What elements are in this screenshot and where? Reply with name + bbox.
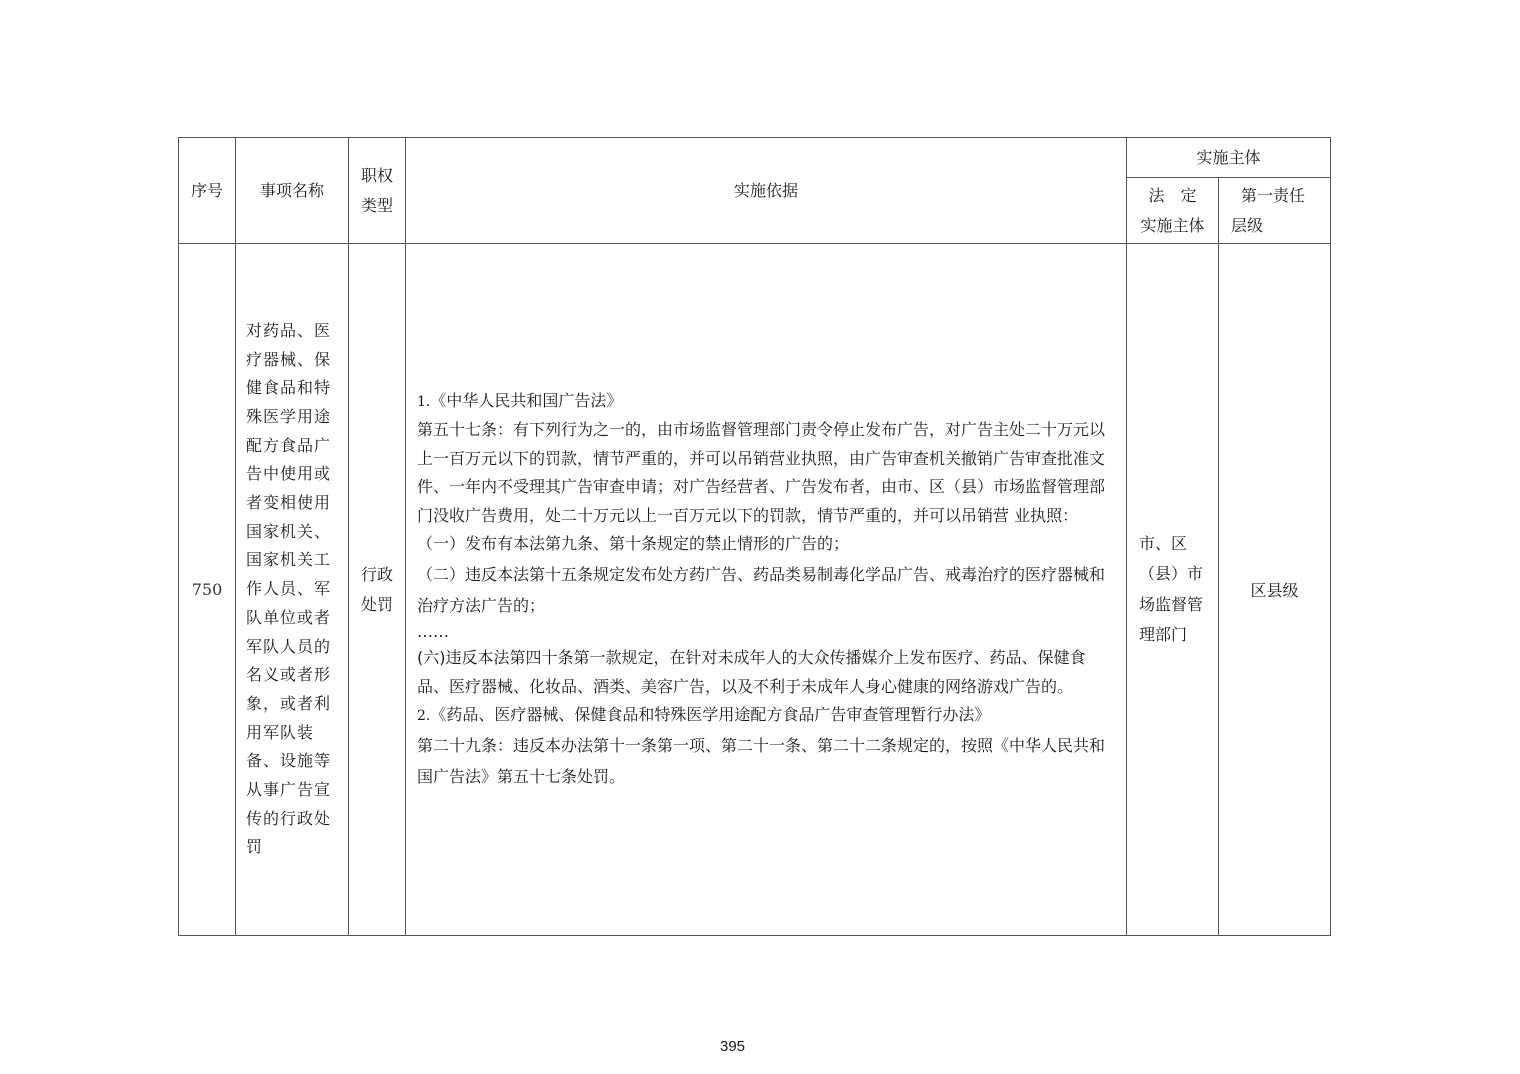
law1-title: 《中华人民共和国广告法》 — [430, 391, 623, 411]
page-number: 395 — [719, 1038, 746, 1055]
header-first-responsibility — [1219, 178, 1331, 244]
article29-text: 第二十九条：违反本办法第十一条第一项、第二十一条、第二十二条规定的，按照《中华人民共和国广告法》第五十七条处罚。 — [417, 735, 1106, 786]
table-row — [179, 244, 1331, 936]
header-item-name: 事项名称 — [236, 138, 349, 244]
header-first-responsibility-line2: 层级 — [1231, 215, 1264, 235]
header-legal-implementer-line2: 实施主体 — [1140, 215, 1205, 235]
header-authority-type-line2: 类型 — [360, 195, 393, 215]
article57-text: 第五十七条：有下列行为之一的，由市场监督管理部门责令停止发布广告，对广告主处二十万元以上一百万元以下的罚款，情节严重的，并可以吊销营业执照，由广告审查机关撤销广告审查批准文件、一年内不受理其广告审查申请；对广告经营者、广告发布者，由市、区（县）市场监督管理部门没收广告费用，处二十万元以上一百万元以下的罚款，情节严重的，并可以吊销营 业执照： — [417, 420, 1106, 525]
row-seq: 750 — [179, 244, 236, 936]
row-item-name: 对药品、医疗器械、保健食品和特殊医学用途配方食品广告中使用或者变相使用国家机关、国家机关工作人员、军队单位或者军队人员的名义或者形象，或者利用军队装备、设施等从事广告宣传的行政处罚 — [236, 244, 349, 936]
ellipsis-text: …… — [417, 621, 449, 641]
law1-title-line — [417, 387, 1116, 416]
row-basis — [406, 244, 1127, 936]
row-authority-type-line2: 处罚 — [360, 594, 393, 614]
header-legal-implementer-line1: 法 定 — [1148, 185, 1197, 205]
header-first-responsibility-line1: 第一责任 — [1241, 185, 1306, 205]
header-basis: 实施依据 — [406, 138, 1127, 244]
header-legal-implementer — [1127, 178, 1219, 244]
row-legal-implementer: 市、区（县）市场监督管理部门 — [1127, 244, 1219, 936]
row-first-responsibility: 区县级 — [1219, 244, 1331, 936]
header-seq: 序号 — [179, 138, 236, 244]
row-authority-type-line1: 行政 — [360, 564, 393, 584]
law2-title: 《药品、医疗器械、保健食品和特殊医学用途配方食品广告审查管理暂行办法》 — [430, 704, 991, 724]
law2-index: 2. — [417, 707, 431, 724]
header-authority-type — [349, 138, 406, 244]
administrative-penalty-table — [178, 137, 1331, 936]
item1-text: （一）发布有本法第九条、第十条规定的禁止情形的广告的； — [417, 534, 850, 554]
law1-index: 1. — [417, 394, 431, 411]
header-authority-type-line1: 职权 — [360, 165, 393, 185]
header-implementer: 实施主体 — [1127, 138, 1331, 178]
item6-text: (六)违反本法第四十条第一款规定，在针对未成年人的大众传播媒介上发布医疗、药品、保健食品、医疗器械、化妆品、酒类、美容广告，以及不利于未成年人身心健康的网络游戏广告的。 — [417, 647, 1086, 696]
law2-title-line — [417, 701, 1116, 730]
item2-text: （二）违反本法第十五条规定发布处方药广告、药品类易制毒化学品广告、戒毒治疗的医疗器械和治疗方法广告的； — [417, 564, 1106, 615]
row-authority-type — [349, 244, 406, 936]
